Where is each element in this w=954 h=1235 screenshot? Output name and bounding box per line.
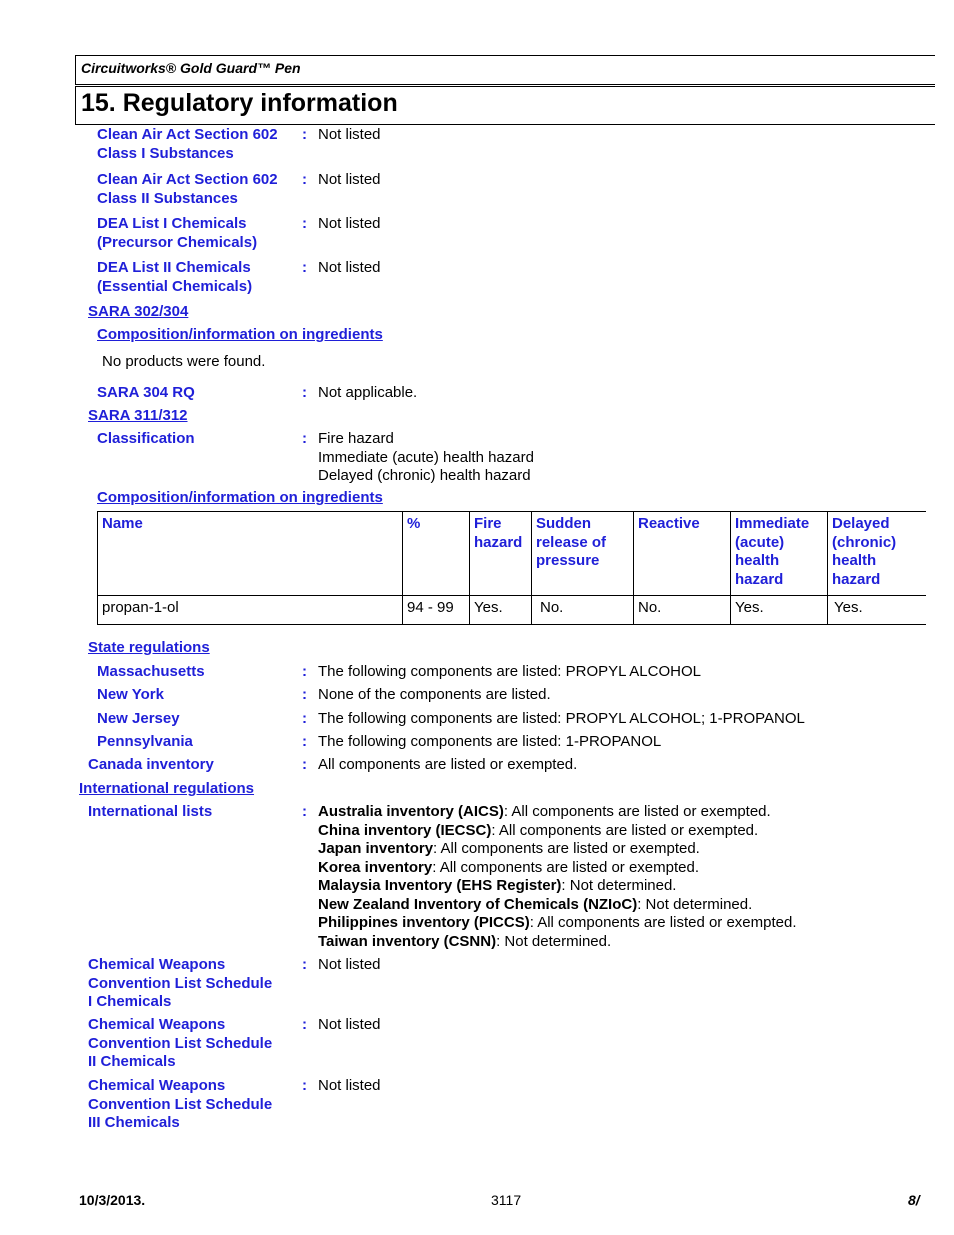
item-value: Not listed — [318, 259, 381, 276]
inventory-name: Philippines inventory (PICCS) — [318, 914, 530, 931]
colon: : — [302, 1016, 307, 1033]
inventory-name: Malaysia Inventory (EHS Register) — [318, 877, 562, 894]
inventory-name: New Zealand Inventory of Chemicals (NZIoC) — [318, 895, 638, 913]
cell: Yes. — [731, 596, 828, 625]
col-reactive: Reactive — [634, 512, 731, 596]
cwc-schedule-2-label: Chemical Weapons Convention List Schedule II Chemicals — [88, 1016, 273, 1070]
inventory-status: : All components are listed or exempted. — [529, 914, 797, 931]
sara302-heading[interactable]: SARA 302/304 — [88, 303, 189, 320]
colon: : — [302, 686, 307, 703]
colon: : — [302, 803, 307, 820]
classification-value: Delayed (chronic) health hazard — [318, 467, 531, 484]
inventory-status: : All components are listed or exempted. — [432, 858, 700, 876]
state-regulations-heading[interactable]: State regulations — [88, 639, 210, 656]
inventory-entry — [318, 803, 797, 822]
cell: No. — [532, 596, 634, 625]
item-value: Not listed — [318, 126, 381, 143]
item-label: Clean Air Act Section 602 Class II Substances — [97, 171, 278, 207]
state-label-new-jersey: New Jersey — [97, 710, 180, 727]
classification-values — [318, 430, 534, 486]
colon: : — [302, 384, 307, 401]
colon: : — [302, 215, 307, 232]
table-row — [98, 596, 926, 625]
item-label: DEA List I Chemicals (Precursor Chemicals) — [97, 215, 258, 251]
inventory-status: : All components are listed or exempted. — [503, 803, 771, 820]
composition-heading[interactable]: Composition/information on ingredients — [97, 326, 383, 343]
colon: : — [302, 1077, 307, 1094]
canada-inventory-label: Canada inventory — [88, 756, 214, 773]
inventory-status: : Not determined. — [496, 932, 612, 950]
col-delayed: Delayed (chronic) health hazard — [828, 512, 926, 596]
cell: No. — [634, 596, 731, 625]
colon: : — [302, 710, 307, 727]
state-label-pennsylvania: Pennsylvania — [97, 733, 193, 750]
cell: Yes. — [828, 596, 926, 625]
inventory-name: Korea inventory — [318, 858, 433, 876]
hazard-table — [97, 511, 926, 625]
inventory-entry — [318, 840, 797, 859]
inventory-name: Australia inventory (AICS) — [318, 803, 504, 820]
footer-date: 10/3/2013. — [79, 1192, 146, 1208]
state-value: The following components are listed: PROPYL ALCOHOL; 1-PROPANOL — [318, 710, 805, 727]
colon: : — [302, 171, 307, 188]
inventory-entry — [318, 896, 797, 915]
inventory-status: : Not determined. — [561, 877, 677, 894]
col-immediate: Immediate (acute) health hazard — [731, 512, 828, 596]
state-value: The following components are listed: 1-PROPANOL — [318, 733, 662, 750]
colon: : — [302, 733, 307, 750]
sara304-rq-label: SARA 304 RQ — [97, 384, 195, 401]
inventory-status: : All components are listed or exempted. — [433, 840, 700, 857]
state-label-new-york: New York — [97, 686, 164, 703]
state-label-massachusetts: Massachusetts — [97, 663, 205, 680]
colon: : — [302, 756, 307, 773]
cwc-schedule-1-value: Not listed — [318, 956, 381, 973]
state-value: None of the components are listed. — [318, 686, 551, 703]
international-lists-label: International lists — [88, 803, 213, 820]
sara304-rq-value: Not applicable. — [318, 384, 418, 401]
item-label: Clean Air Act Section 602 Class I Substances — [97, 126, 278, 162]
colon: : — [302, 126, 307, 143]
cell: Yes. — [470, 596, 532, 625]
product-name: Circuitworks® Gold Guard™ Pen — [81, 60, 301, 76]
col-sudden: Sudden release of pressure — [532, 512, 634, 596]
composition-heading[interactable]: Composition/information on ingredients — [97, 489, 383, 506]
colon: : — [302, 956, 307, 973]
cell: propan-1-ol — [98, 596, 403, 625]
inventory-status: : All components are listed or exempted. — [491, 821, 759, 839]
inventory-entry — [318, 877, 797, 896]
state-value: The following components are listed: PROPYL ALCOHOL — [318, 663, 701, 680]
section-title: 15. Regulatory information — [81, 89, 398, 117]
cwc-schedule-2-value: Not listed — [318, 1016, 381, 1033]
classification-value: Fire hazard — [318, 430, 394, 447]
inventory-name: Japan inventory — [318, 840, 434, 857]
col-fire: Fire hazard — [470, 512, 532, 596]
international-regulations-heading[interactable]: International regulations — [79, 780, 255, 797]
item-value: Not listed — [318, 171, 381, 188]
inventory-entry — [318, 859, 797, 878]
cell: 94 - 99 — [403, 596, 470, 625]
colon: : — [302, 430, 307, 447]
inventory-entry — [318, 933, 797, 952]
footer-page: 8/ — [908, 1192, 920, 1208]
canada-inventory-value: All components are listed or exempted. — [318, 756, 578, 773]
sara311-heading[interactable]: SARA 311/312 — [88, 407, 188, 424]
cwc-schedule-1-label: Chemical Weapons Convention List Schedule I Chemicals — [88, 956, 273, 1010]
inventory-entry — [318, 822, 797, 841]
inventory-name: Taiwan inventory (CSNN) — [318, 932, 497, 950]
item-value: Not listed — [318, 215, 381, 232]
footer-code: 3117 — [491, 1192, 522, 1208]
international-lists — [318, 803, 797, 951]
colon: : — [302, 259, 307, 276]
col-percent: % — [403, 512, 470, 596]
classification-label: Classification — [97, 430, 195, 447]
table-header-row — [98, 512, 926, 596]
item-label: DEA List II Chemicals (Essential Chemicals) — [97, 259, 253, 295]
no-products-text: No products were found. — [102, 353, 266, 370]
inventory-entry — [318, 914, 797, 933]
colon: : — [302, 663, 307, 680]
cwc-schedule-3-value: Not listed — [318, 1077, 381, 1094]
inventory-name: China inventory (IECSC) — [318, 821, 492, 839]
cwc-schedule-3-label: Chemical Weapons Convention List Schedule III Chemicals — [88, 1077, 273, 1131]
col-name: Name — [98, 512, 403, 596]
inventory-status: : Not determined. — [637, 895, 753, 913]
classification-value: Immediate (acute) health hazard — [318, 448, 534, 466]
